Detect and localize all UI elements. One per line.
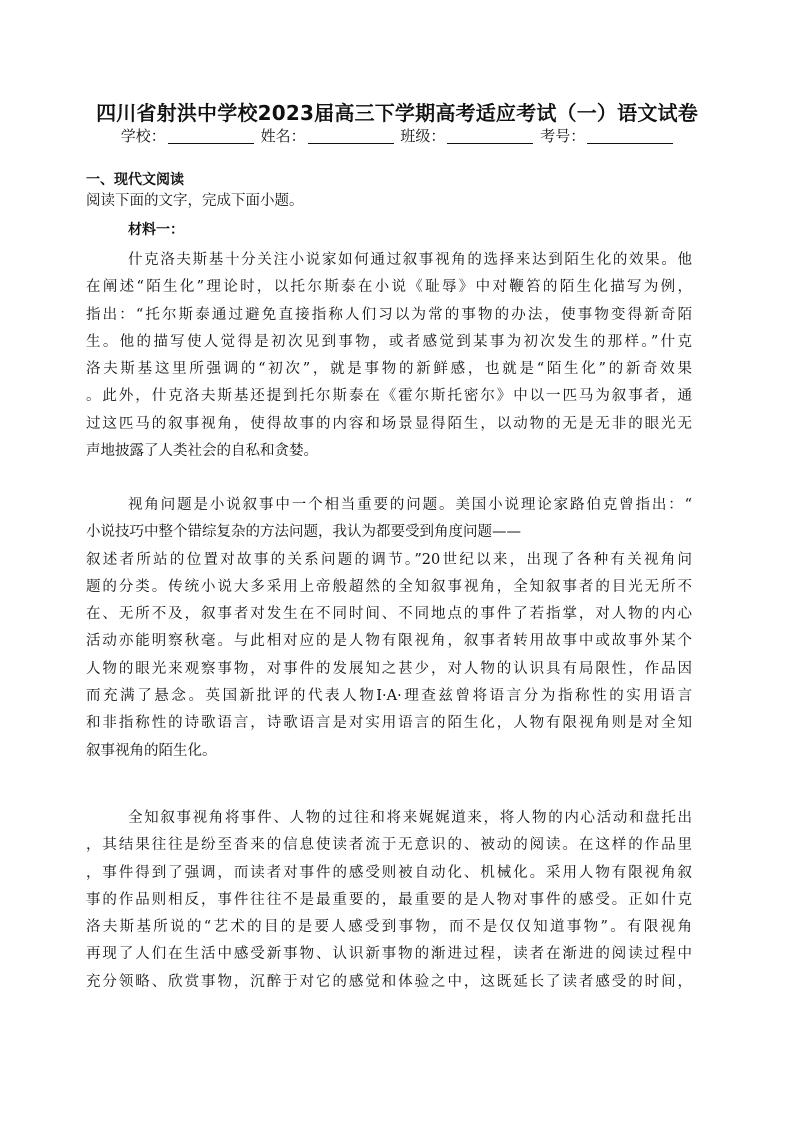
material-label: 材料一： (128, 222, 184, 238)
school-blank[interactable] (168, 129, 254, 144)
paragraph-line: 在、无所不及，叙事者对发生在不同时间、不同地点的事件了若指掌，对人物的内心 (86, 606, 692, 623)
exam-number-field (540, 125, 673, 146)
class-label: 班级： (400, 127, 446, 145)
paragraph-line: 小说技巧中整个错综复杂的方法问题，我认为都要受到角度问题—— (86, 524, 521, 541)
paragraph-3 (86, 805, 692, 996)
paragraph-line: 叙事视角的陌生化。 (86, 742, 217, 759)
exam-number-blank[interactable] (587, 129, 673, 144)
name-field (261, 125, 394, 146)
school-field (121, 125, 254, 146)
section-heading: 一、现代文阅读 (86, 172, 184, 188)
name-blank[interactable] (308, 129, 394, 144)
paragraph-line: 生。他的描写使人觉得是初次见到事物，或者感觉到某事为初次发生的那样。”什克 (86, 333, 692, 350)
school-label: 学校： (120, 127, 166, 145)
paragraph-line: 和非指称性的诗歌语言，诗歌语言是对实用语言的陌生化，人物有限视角则是对全知 (86, 715, 692, 732)
exam-number-label: 考号： (540, 127, 586, 145)
paragraph-line: 全知叙事视角将事件、人物的过往和将来娓娓道来，将人物的内心活动和盘托出 (128, 810, 692, 826)
paragraph-line: 指出：“托尔斯泰通过避免直接指称人们习以为常的事物的办法，使事物变得新奇陌 (86, 306, 692, 323)
paragraph-line: 在阐述“陌生化”理论时，以托尔斯泰在小说《耻辱》中对鞭笞的陌生化描写为例， (86, 279, 692, 296)
class-field (400, 125, 533, 146)
paragraph-line: 再现了人们在生活中感受新事物、认识新事物的渐进过程，读者在渐进的阅读过程中 (86, 946, 692, 963)
paragraph-line: ，其结果往往是纷至沓来的信息使读者流于无意识的、被动的阅读。在这样的作品里 (86, 837, 692, 854)
paragraph-line: ，事件得到了强调，而读者对事件的感受则被自动化、机械化。采用人物有限视角叙 (86, 864, 692, 881)
paragraph-line: 充分领略、欣赏事物，沉醉于对它的感觉和体验之中，这既延长了读者感受的时间， (86, 973, 692, 990)
class-blank[interactable] (447, 129, 533, 144)
paragraph-line: 而充满了悬念。英国新批评的代表人物I·A·理查兹曾将语言分为指称性的实用语言 (86, 688, 692, 705)
paragraph-line: 事的作品则相反，事件往往不是最重要的，最重要的是人物对事件的感受。正如什克 (86, 891, 692, 908)
student-info-line (0, 125, 794, 146)
paragraph-2 (86, 492, 692, 765)
paragraph-line: 叙述者所站的位置对故事的关系问题的调节。”20世纪以来，出现了各种有关视角问 (86, 551, 692, 568)
name-label: 姓名： (260, 127, 306, 145)
reading-instruction: 阅读下面的文字，完成下面小题。 (86, 193, 304, 209)
exam-title: 四川省射洪中学校2023届高三下学期高考适应考试（一）语文试卷 (96, 101, 698, 125)
paragraph-line: 过这匹马的叙事视角，使得故事的内容和场景显得陌生，以动物的无是无非的眼光无 (86, 415, 692, 432)
paragraph-1 (86, 247, 692, 465)
paragraph-line: 。此外，什克洛夫斯基还提到托尔斯泰在《霍尔斯托密尔》中以一匹马为叙事者，通 (86, 388, 692, 405)
paragraph-line: 题的分类。传统小说大多采用上帝般超然的全知叙事视角，全知叙事者的目光无所不 (86, 578, 692, 595)
paragraph-line: 声地披露了人类社会的自私和贪婪。 (86, 443, 318, 460)
paragraph-line: 视角问题是小说叙事中一个相当重要的问题。美国小说理论家路伯克曾指出：“ (128, 497, 692, 513)
paragraph-line: 人物的眼光来观察事物，对事件的发展知之甚少，对人物的认识具有局限性，作品因 (86, 660, 692, 677)
paragraph-line: 洛夫斯基这里所强调的“初次”，就是事物的新鲜感，也就是“陌生化”的新奇效果 (86, 361, 692, 378)
paragraph-line: 活动亦能明察秋毫。与此相对应的是人物有限视角，叙事者转用故事中或故事外某个 (86, 633, 692, 650)
paragraph-line: 洛夫斯基所说的“艺术的目的是要人感受到事物，而不是仅仅知道事物”。有限视角 (86, 919, 692, 936)
paragraph-line: 什克洛夫斯基十分关注小说家如何通过叙事视角的选择来达到陌生化的效果。他 (128, 252, 692, 268)
